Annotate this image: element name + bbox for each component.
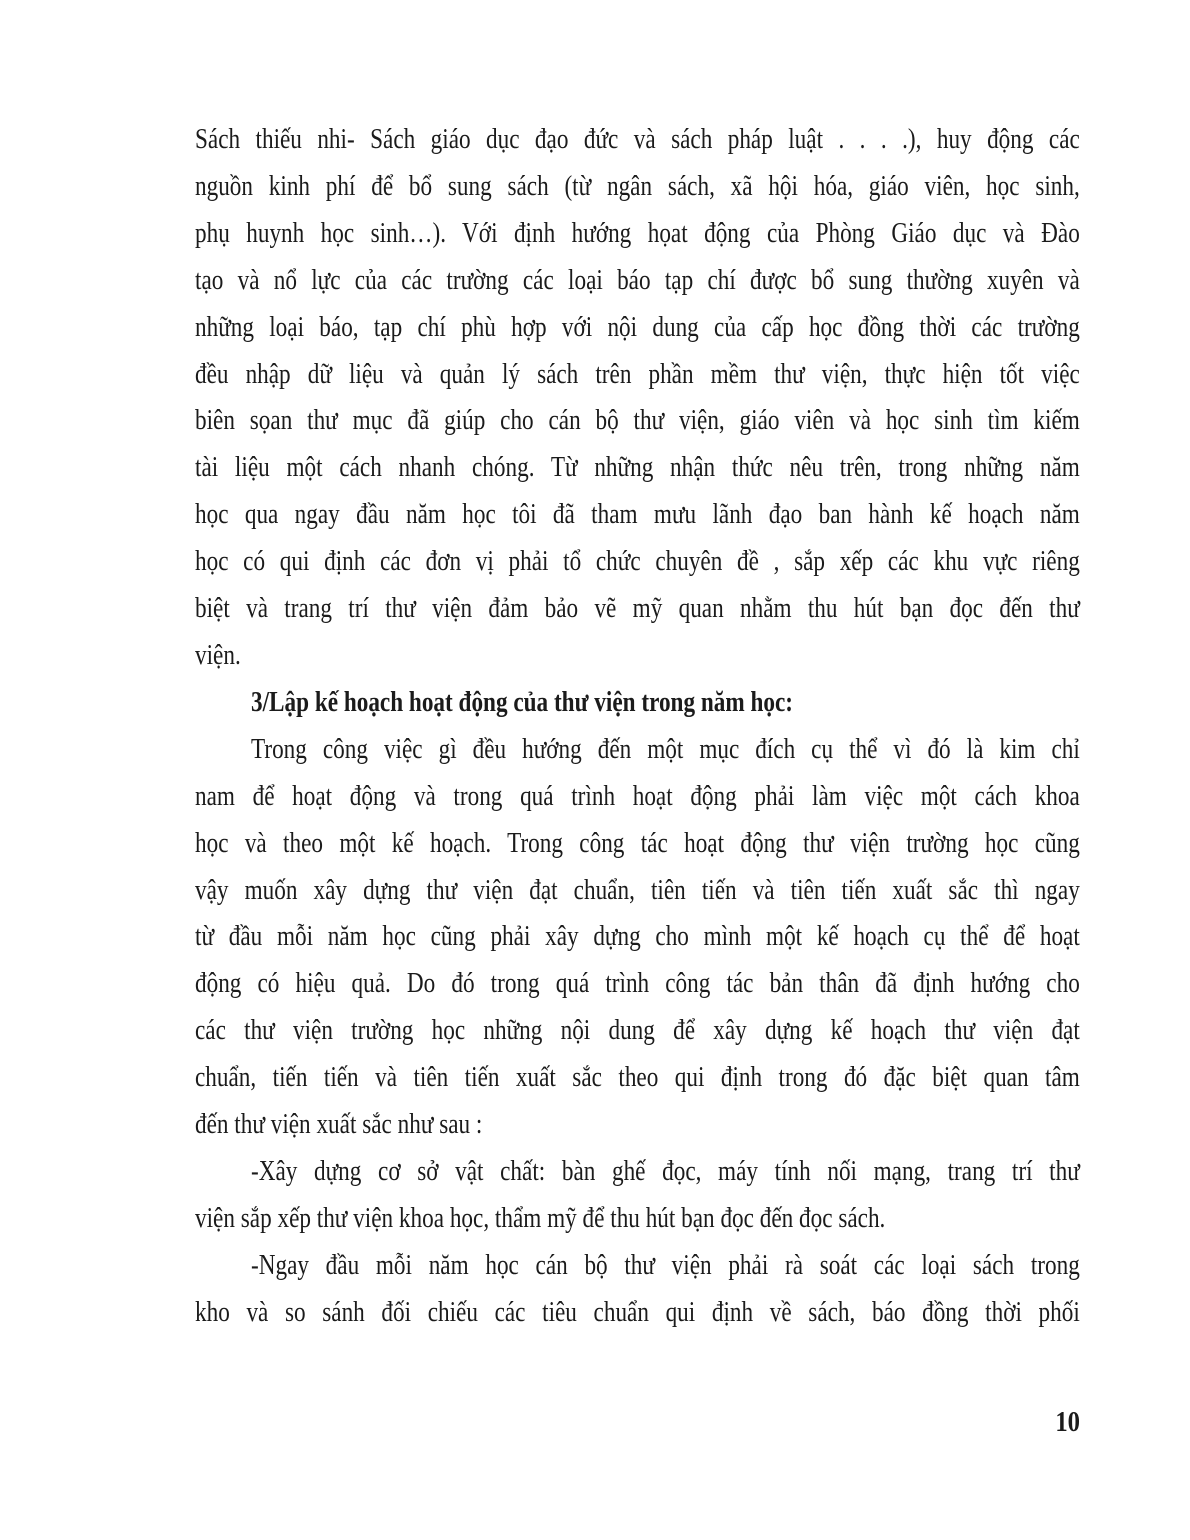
text-line: biệt và trang trí thư viện đảm bảo vẽ mỹ quan nhằm thu hút bạn đọc đến thư — [195, 592, 1080, 625]
heading-line: 3/Lập kế hoạch hoạt động của thư viện trong năm học: — [251, 685, 794, 718]
paragraph — [195, 1148, 1080, 1242]
text-line: từ đầu mỗi năm học cũng phải xây dựng cho mình một kế hoạch cụ thể để hoạt — [195, 920, 1080, 953]
paragraph — [195, 1242, 1080, 1336]
text-line: -Xây dựng cơ sở vật chất: bàn ghế đọc, máy tính nối mạng, trang trí thư — [251, 1154, 1080, 1187]
text-line: những loại báo, tạp chí phù hợp với nội dung của cấp học đồng thời các trường — [195, 310, 1080, 343]
text-line: biên sọan thư mục đã giúp cho cán bộ thư viện, giáo viên và học sinh tìm kiếm — [195, 404, 1080, 437]
text-block — [195, 116, 1080, 1336]
page-number: 10 — [1055, 1406, 1080, 1438]
text-line: viện. — [195, 638, 241, 671]
text-line: Trong công việc gì đều hướng đến một mục đích cụ thể vì đó là kim chỉ — [251, 732, 1080, 765]
section-heading — [195, 679, 1080, 726]
text-line: tài liệu một cách nhanh chóng. Từ những nhận thức nêu trên, trong những năm — [195, 451, 1080, 484]
text-line: chuẩn, tiến tiến và tiên tiến xuất sắc theo qui định trong đó đặc biệt quan tâm — [195, 1061, 1080, 1094]
text-line: học có qui định các đơn vị phải tổ chức chuyên đề , sắp xếp các khu vực riêng — [195, 545, 1080, 578]
text-line: nguồn kinh phí để bổ sung sách (từ ngân sách, xã hội hóa, giáo viên, học sinh, — [195, 169, 1080, 202]
text-line: kho và so sánh đối chiếu các tiêu chuẩn qui định về sách, báo đồng thời phối — [195, 1295, 1080, 1328]
text-line: đến thư viện xuất sắc như sau : — [195, 1108, 483, 1141]
paragraph — [195, 116, 1080, 679]
text-line: học và theo một kế hoạch. Trong công tác hoạt động thư viện trường học cũng — [195, 826, 1080, 859]
text-line: tạo và nổ lực của các trường các loại báo tạp chí được bổ sung thường xuyên và — [195, 263, 1080, 296]
text-line: các thư viện trường học những nội dung để xây dựng kế hoạch thư viện đạt — [195, 1014, 1080, 1047]
text-line: viện sắp xếp thư viện khoa học, thẩm mỹ để thu hút bạn đọc đến đọc sách. — [195, 1201, 886, 1234]
text-line: vậy muốn xây dựng thư viện đạt chuẩn, tiên tiến và tiên tiến xuất sắc thì ngay — [195, 873, 1080, 906]
paragraph — [195, 726, 1080, 1148]
text-line: Sách thiếu nhi- Sách giáo dục đạo đức và sách pháp luật . . . .), huy động các — [195, 123, 1080, 155]
text-line: học qua ngay đầu năm học tôi đã tham mưu lãnh đạo ban hành kế hoạch năm — [195, 498, 1080, 531]
text-line: phụ huynh học sinh…). Với định hướng họat động của Phòng Giáo dục và Đào — [195, 216, 1080, 249]
text-line: -Ngay đầu mỗi năm học cán bộ thư viện phải rà soát các loại sách trong — [251, 1248, 1080, 1281]
text-line: đều nhập dữ liệu và quản lý sách trên phần mềm thư viện, thực hiện tốt việc — [195, 357, 1080, 390]
text-line: động có hiệu quả. Do đó trong quá trình công tác bản thân đã định hướng cho — [195, 967, 1080, 1000]
text-line: nam để hoạt động và trong quá trình hoạt động phải làm việc một cách khoa — [195, 779, 1080, 812]
